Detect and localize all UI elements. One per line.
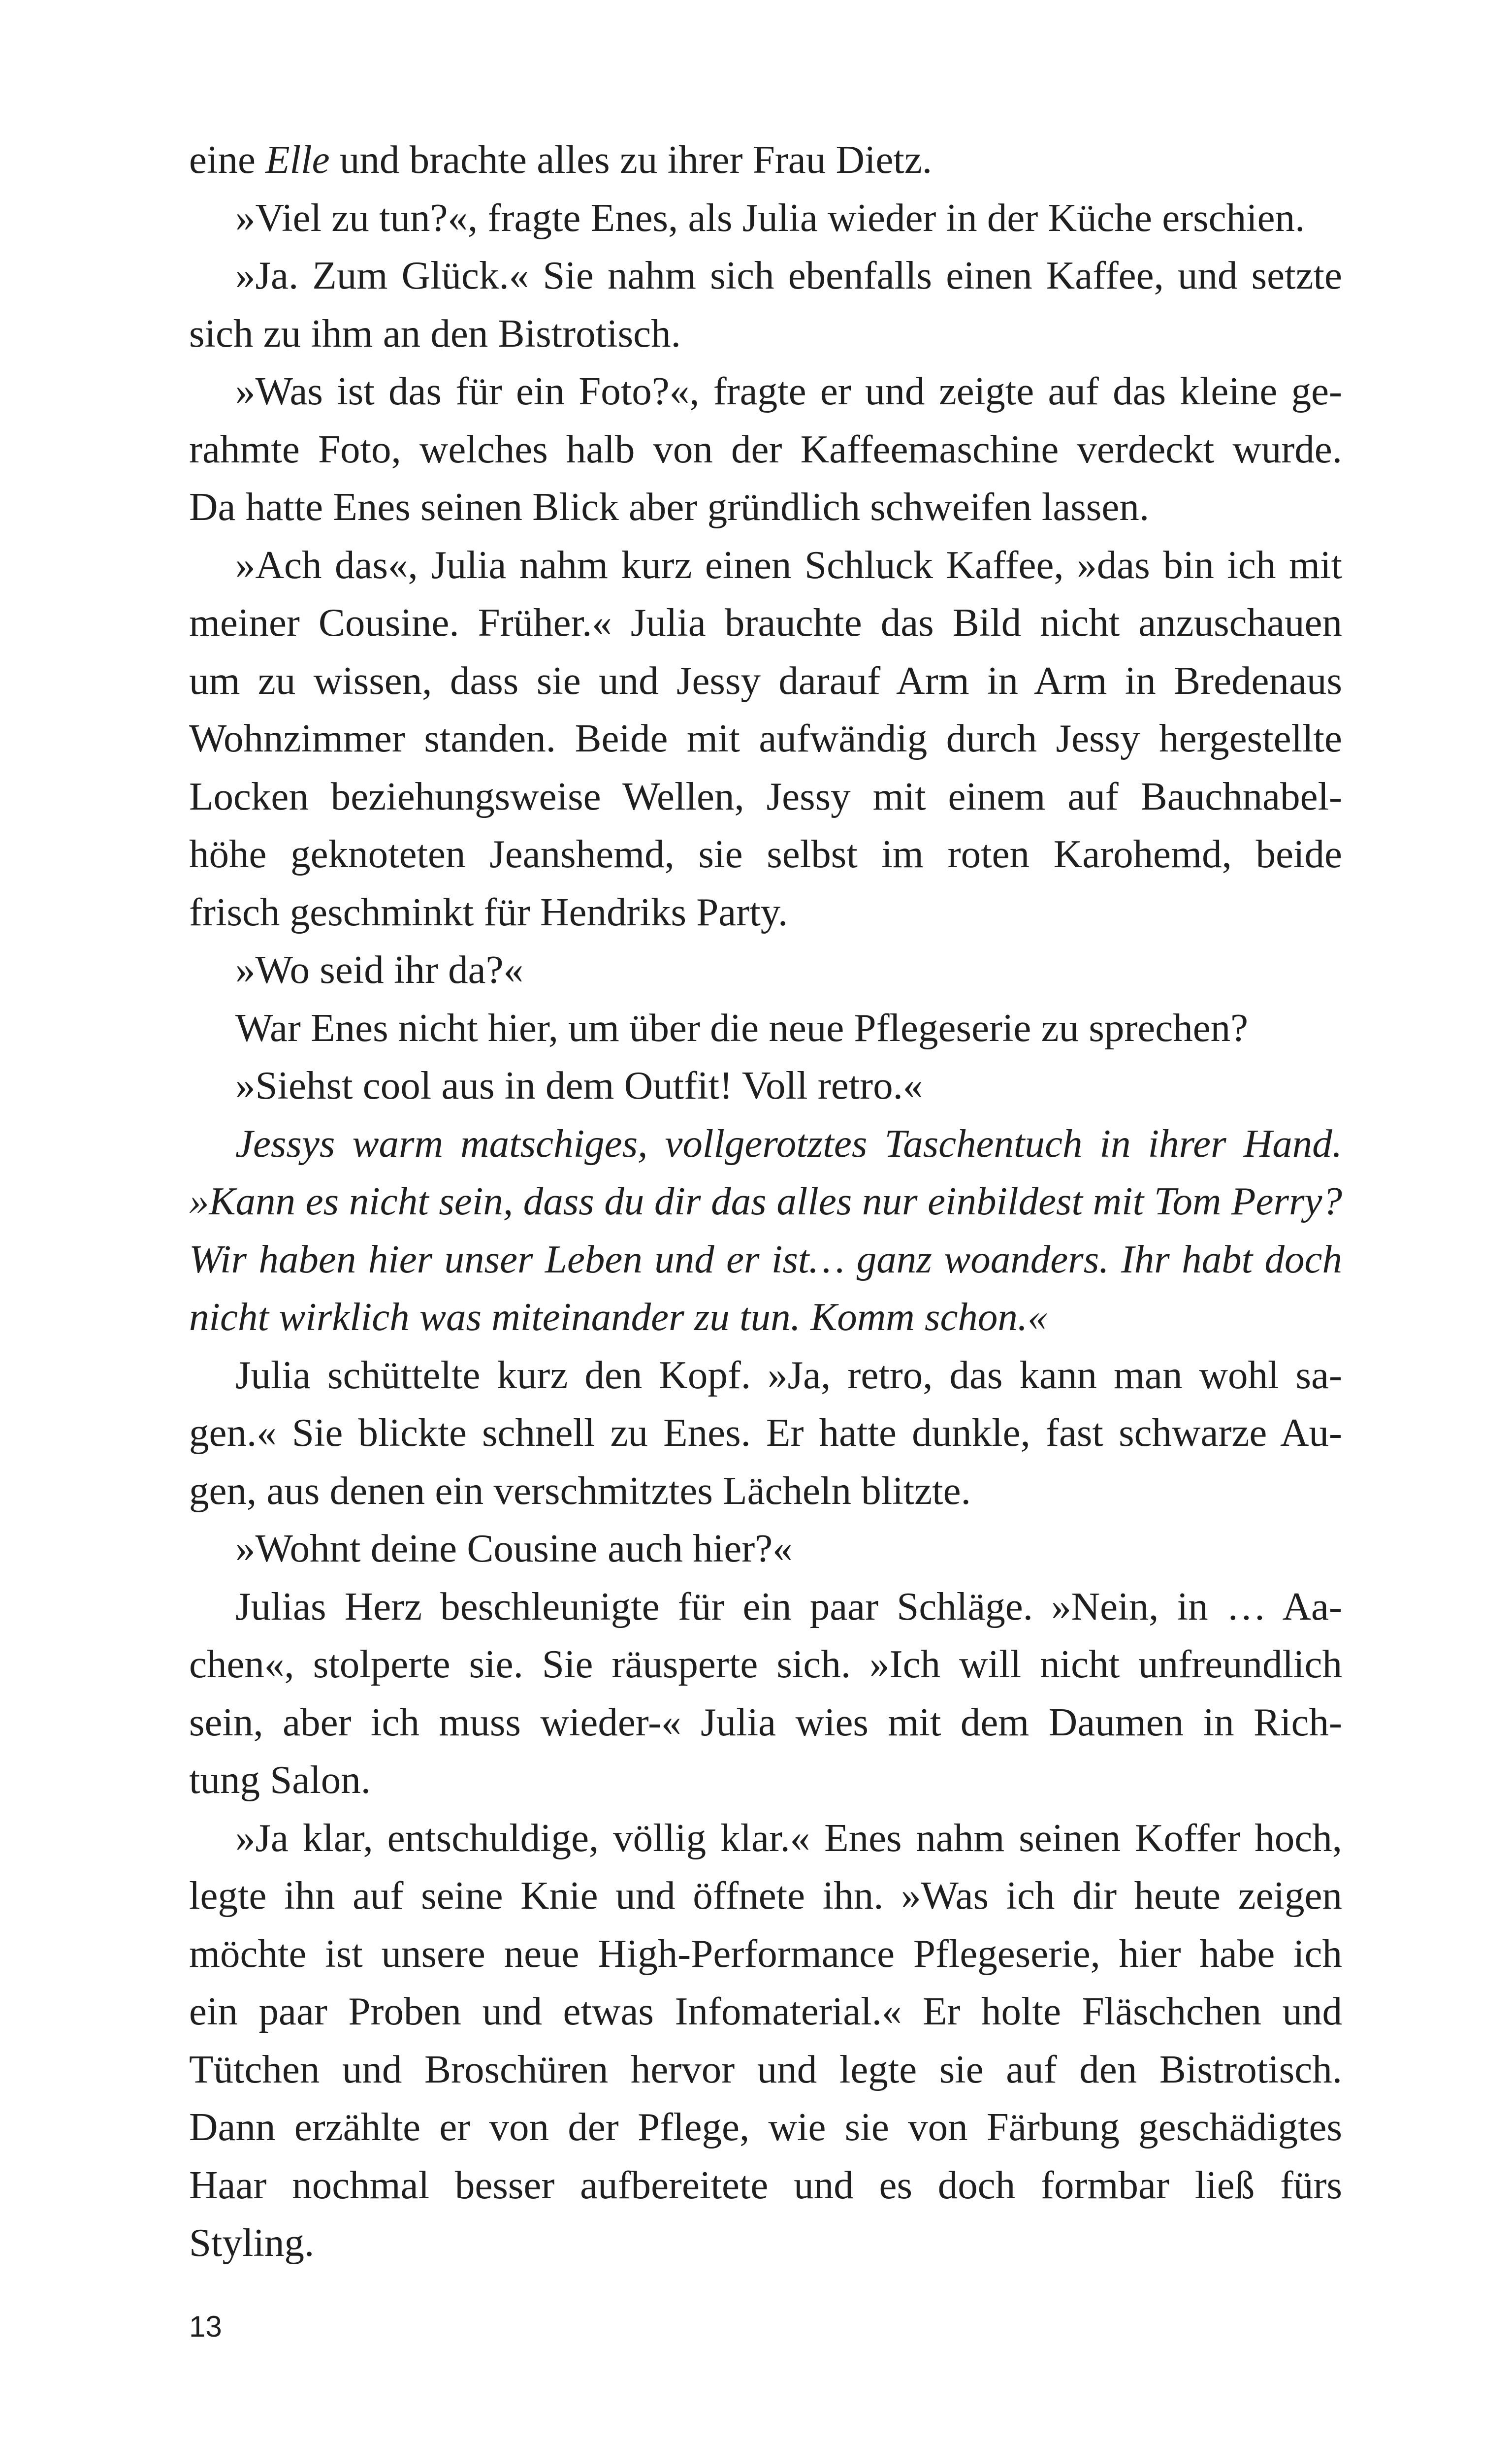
text-line: War Enes nicht hier, um über die neue Pflegeserie zu sprechen? <box>235 1005 1249 1050</box>
text-line: Dann erzählte er von der Pflege, wie sie von Färbung geschädigtes <box>189 2105 1342 2149</box>
text-line: Wohnzimmer standen. Beide mit aufwändig durch Jessy hergestellte <box>189 716 1342 760</box>
text-line: Tütchen und Broschüren hervor und legte sie auf den Bistrotisch. <box>189 2047 1342 2091</box>
text-line: Haar nochmal besser aufbereitete und es doch formbar ließ fürs <box>189 2162 1342 2207</box>
text-line: rahmte Foto, welches halb von der Kaffeemaschine verdeckt wurde. <box>189 426 1342 471</box>
text-line: gen, aus denen ein verschmitztes Lächeln blitzte. <box>189 1468 971 1513</box>
text-line: »Ja klar, entschuldige, völlig klar.« Enes nahm seinen Koffer hoch, <box>235 1815 1342 1860</box>
text-line: frisch geschminkt für Hendriks Party. <box>189 889 788 934</box>
text-line: »Siehst cool aus in dem Outfit! Voll retro.« <box>235 1063 923 1107</box>
body-text <box>189 131 1342 2272</box>
text-line: sich zu ihm an den Bistrotisch. <box>189 311 681 356</box>
text-line: sein, aber ich muss wieder-« Julia wies mit dem Daumen in Rich- <box>189 1699 1342 1744</box>
page-number: 13 <box>189 2310 222 2343</box>
text-line: »Ja. Zum Glück.« Sie nahm sich ebenfalls einen Kaffee, und setzte <box>235 253 1342 297</box>
text-line: Locken beziehungsweise Wellen, Jessy mit einem auf Bauchnabel- <box>189 774 1342 818</box>
text-line: meiner Cousine. Früher.« Julia brauchte das Bild nicht anzuschauen <box>189 600 1342 645</box>
text-line: »Kann es nicht sein, dass du dir das alles nur einbildest mit Tom Perry? <box>189 1179 1342 1223</box>
text-line: eine Elle und brachte alles zu ihrer Frau Dietz. <box>189 137 933 182</box>
text-line: höhe geknoteten Jeanshemd, sie selbst im roten Karohemd, beide <box>189 832 1342 876</box>
text-line: »Wo seid ihr da?« <box>235 947 524 992</box>
text-line: Julias Herz beschleunigte für ein paar Schläge. »Nein, in … Aa- <box>235 1584 1342 1629</box>
emphasis: Elle <box>265 137 330 182</box>
text-line: Styling. <box>189 2220 315 2265</box>
text-line: »Wohnt deine Cousine auch hier?« <box>235 1526 793 1570</box>
text-line: »Ach das«, Julia nahm kurz einen Schluck Kaffee, »das bin ich mit <box>235 542 1342 587</box>
text-line: »Viel zu tun?«, fragte Enes, als Julia wieder in der Küche erschien. <box>235 195 1305 240</box>
text-line: Wir haben hier unser Leben und er ist… ganz woanders. Ihr habt doch <box>189 1237 1342 1281</box>
text-line: tung Salon. <box>189 1758 371 1802</box>
text-line: Da hatte Enes seinen Blick aber gründlich schweifen lassen. <box>189 485 1150 529</box>
text-line: Jessys warm matschiges, vollgerotztes Taschentuch in ihrer Hand. <box>235 1121 1342 1166</box>
text-line: chen«, stolperte sie. Sie räusperte sich. »Ich will nicht unfreundlich <box>189 1642 1342 1686</box>
text-line: nicht wirklich was miteinander zu tun. Komm schon.« <box>189 1295 1048 1339</box>
text-line: möchte ist unsere neue High-Performance Pflegeserie, hier habe ich <box>189 1931 1342 1976</box>
text-line: ein paar Proben und etwas Infomaterial.« Er holte Fläschchen und <box>189 1989 1342 2033</box>
text-line: »Was ist das für ein Foto?«, fragte er und zeigte auf das kleine ge- <box>235 369 1342 413</box>
text-line: um zu wissen, dass sie und Jessy darauf Arm in Arm in Bredenaus <box>189 658 1342 703</box>
text-line: gen.« Sie blickte schnell zu Enes. Er hatte dunkle, fast schwarze Au- <box>189 1410 1342 1455</box>
text-line: Julia schüttelte kurz den Kopf. »Ja, retro, das kann man wohl sa- <box>235 1352 1342 1397</box>
text-line: legte ihn auf seine Knie und öffnete ihn. »Was ich dir heute zeigen <box>189 1873 1342 1918</box>
